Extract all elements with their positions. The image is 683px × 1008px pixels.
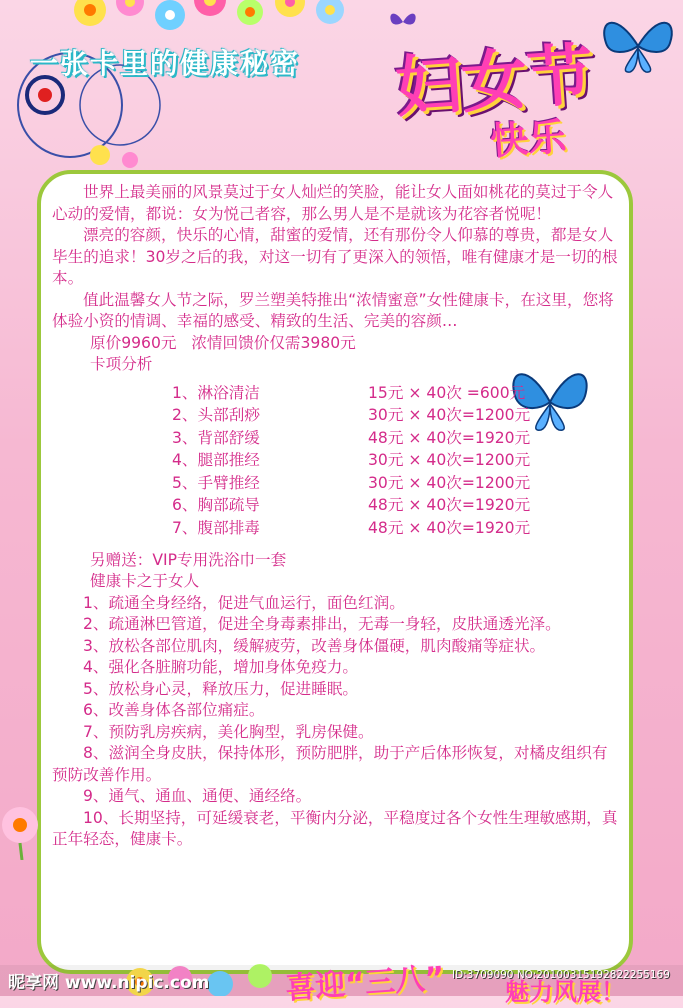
item-name: 2、头部刮痧 — [172, 406, 260, 425]
items-table — [52, 382, 622, 540]
items-title: 卡项分析 — [90, 355, 153, 373]
item-calc: 48元 × 40次=1920元 — [368, 496, 531, 515]
main-text — [52, 182, 622, 851]
item-calc: 48元 × 40次=1920元 — [368, 519, 531, 538]
watermark-id: ID:3709090 NO:20100315192822255169 — [452, 969, 670, 981]
item-name: 5、手臂推经 — [172, 473, 260, 492]
flower-icon — [0, 800, 45, 860]
item-calc: 30元 × 40次=1200元 — [368, 406, 531, 425]
logo-sub-text: 快乐 — [488, 113, 568, 164]
table-row — [52, 517, 622, 540]
intro-paragraph-1: 世界上最美丽的风景莫过于女人灿烂的笑脸，能让女人面如桃花的莫过于令人心动的爱情，都说：女为悦己者容，那么男人是不是就该为花容者悦呢！ — [52, 183, 614, 223]
logo-main-text: 妇女节 — [392, 35, 596, 127]
intro-paragraph-2: 漂亮的容颜，快乐的心情，甜蜜的爱情，还有那份令人仰慕的尊贵，都是女人毕生的追求！30岁之后的我，对这一切有了更深入的领悟，唯有健康才是一切的根本。 — [52, 226, 618, 287]
item-name: 6、胸部疏导 — [172, 496, 260, 515]
item-calc: 15元 × 40次 =600元 — [368, 383, 526, 402]
table-row — [52, 472, 622, 495]
price-line: 原价9960元 浓情回馈价仅需3980元 — [90, 333, 356, 352]
welcome-text-2: 魅力风展！ — [505, 978, 625, 1006]
watermark-logo: 昵享网 www.nipic.com — [8, 973, 210, 993]
benefit-item: 3、放松各部位肌肉，缓解疲劳，改善身体僵硬，肌肉酸痛等症状。 — [83, 636, 546, 655]
butterfly-icon — [598, 8, 678, 78]
womens-day-logo — [365, 20, 605, 170]
table-row — [52, 494, 622, 517]
item-name: 7、腹部排毒 — [172, 519, 260, 538]
benefit-item: 1、疏通全身经络，促进气血运行，面色红润。 — [83, 593, 405, 612]
item-name: 1、淋浴清洁 — [172, 383, 260, 402]
benefit-item: 4、强化各脏腑功能，增加身体免疫力。 — [83, 658, 359, 677]
item-calc: 30元 × 40次=1200元 — [368, 473, 531, 492]
headline: 一张卡里的健康秘密 — [30, 47, 301, 80]
small-butterfly-icon — [388, 8, 418, 36]
benefit-item: 5、放松身心灵，释放压力，促进睡眠。 — [83, 679, 359, 698]
item-calc: 48元 × 40次=1920元 — [368, 428, 531, 447]
item-calc: 30元 × 40次=1200元 — [368, 451, 531, 470]
item-name: 4、腿部推经 — [172, 451, 260, 470]
benefit-item: 10、长期坚持，可延缓衰老，平衡内分泌，平稳度过各个女性生理敏感期，真正年轻态，健康卡。 — [52, 808, 618, 849]
benefits-title: 健康卡之于女人 — [90, 572, 200, 591]
benefit-item: 2、疏通淋巴管道，促进全身毒素排出，无毒一身轻，皮肤通透光泽。 — [83, 615, 561, 634]
table-row — [52, 449, 622, 472]
benefit-item: 8、滋润全身皮肤，保持体形，预防肥胖，助于产后体形恢复，对橘皮组织有预防改善作用。 — [52, 744, 608, 784]
intro-paragraph-3: 值此温馨女人节之际，罗兰塑美特推出“浓情蜜意”女性健康卡，在这里，您将体验小资的情调、幸福的感受、精致的生活、完美的容颜… — [52, 290, 614, 330]
table-row — [52, 382, 622, 405]
benefit-item: 7、预防乳房疾病，美化胸型，乳房保健。 — [83, 722, 374, 741]
benefit-item: 6、改善身体各部位痛症。 — [83, 701, 265, 720]
item-name: 3、背部舒缓 — [172, 428, 260, 447]
table-row — [52, 427, 622, 450]
gift-line: 另赠送：VIP专用洗浴巾一套 — [90, 550, 287, 569]
welcome-text: 喜迎“三八” — [284, 960, 446, 1007]
benefit-item: 9、通气、通血、通便、通经络。 — [83, 787, 312, 806]
table-row — [52, 404, 622, 427]
